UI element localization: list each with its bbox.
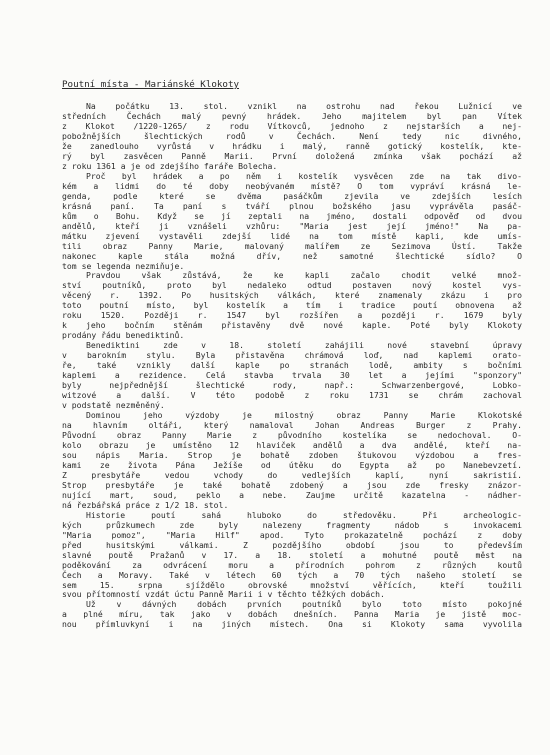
text-line: kých průzkumech zde byly nalezeny fragmenty nádob s invokacemi (62, 519, 522, 530)
text-line: tom se legenda nezmiňuje. (62, 260, 185, 271)
text-line: Benediktini zde v 18. století zahájili nové stavební úpravy (86, 340, 522, 351)
text-line: na hlavním oltáři, který namaloval Johan Andreas Burger z Prahy. (62, 420, 522, 430)
text-line: ství poutníků, proto byl nedaleko odtud postaven nový kostel vys- (62, 280, 522, 291)
text-line: slavné poutě Pražanů v 17. a 18. století a mohutné poutě měst na (62, 549, 522, 560)
text-line: rý byl zasvěcen Panně Marii. První doložená zmínka však pochází až (62, 150, 522, 161)
text-line: kům o Bohu. Když se jí zeptali na jméno, dostali odpověď od dvou (62, 210, 522, 221)
text-line: Pravdou však zůstává, že ke kapli začalo chodit velké množ- (86, 270, 522, 281)
text-line: nou přímluvkyní i na jiných místech. Ona si Klokoty sama vyvolila (62, 619, 522, 630)
text-line: z roku 1361 a je od zdejšího faráře Bolecha. (62, 160, 278, 171)
text-line: Proč byl hrádek a po něm i kostelík vysvěcen zde na tak divo- (86, 170, 522, 181)
text-line: z Klokot /1220-1265/ z rodu Vítkovců, jednoho z nejstarších a nej- (62, 120, 522, 131)
text-line: nakonec kaple stála možná dřív, než samotné šlechtické sídlo? O (62, 250, 522, 261)
text-line: witzové a další. V této podobě z roku 1731 se chrám zachoval (62, 390, 522, 401)
text-line: Strop presbytáře je také bohatě zdobený a jsou zde fresky znázor- (62, 479, 522, 490)
text-line: ná řezbářská práce z 1/2 18. stol. (62, 499, 229, 510)
text-line: poděkování za odvrácení moru a přírodních pohrom z různých koutů (62, 559, 522, 570)
text-line: před husitskými válkami. Z pozdějšího období jsou to především (62, 539, 522, 550)
text-line: středních Čechách malý pevný hrádek. Jeho majitelem byl pan Vítek (62, 110, 522, 121)
text-line: genda, podle které se dvěma pasáčkům zjevila ve zdejších lesích (62, 190, 522, 201)
text-line: kolo obrazu je umístěno 12 hlaviček andělů a dva andělé, kteří na- (62, 439, 522, 450)
text-line: sem 15. srpna sjíždělo obrovské množství věřících, kteří toužili (62, 579, 522, 590)
text-line: Původní obraz Panny Marie z původního kostelíka se nedochoval. O- (62, 429, 522, 440)
text-line: tili obraz Panny Marie, malovaný malířem ze Sezimova Ústí. Takže (62, 240, 522, 251)
text-line: mátku zjevení vystavěli zdejší lidé na tom místě kapli, kde umís- (62, 230, 522, 241)
text-line: sou nápis Maria. Strop je bohatě zdoben štukovou výzdobou a fres- (62, 449, 522, 460)
text-line: toto poutní místo, byl kostelík a tím i tradice poutí obnovena až (62, 300, 522, 311)
text-line: Dominou jeho výzdoby je milostný obraz Panny Marie Klokotské (86, 410, 522, 421)
text-line: Z presbytáře vedou vchody do vedlejších kaplí, nyní sakristií. (62, 469, 522, 480)
text-line: nující mart, soud, peklo a nebe. Zaujme určitě kazatelna - nádher- (62, 489, 522, 500)
text-line: "Maria pomoz", "Maria Hilf" apod. Tyto prokazatelně pochází z doby (62, 529, 522, 540)
document-body (62, 101, 522, 629)
text-line: krásná paní. Ta paní s tváří plnou božského jasu vyprávěla pasáč- (62, 200, 522, 211)
text-line: Čech a Moravy. Také v létech 60 tých a 70 tých našeho století se (62, 569, 522, 580)
text-line: věcený r. 1392. Po husitských válkách, které znamenaly zkázu i pro (62, 290, 522, 301)
text-line: v podstatě nezměněný. (62, 400, 165, 411)
text-line: kém a lidmi do té doby neobývaném místě? O tom vypráví krásná le- (62, 180, 522, 191)
text-line: pobožnějších šlechtických rodů v Čechách. Není tedy nic divného, (62, 130, 522, 141)
text-line: Historie poutí sahá hluboko do středověku. Při archeologic- (86, 509, 522, 520)
text-line: ře, také vznikly další kaple po stranách lodě, ambity s bočními (62, 360, 522, 371)
text-line: roku 1520. Později r. 1547 byl rozšířen a později r. 1679 byly (62, 310, 522, 321)
text-line: andělů, kteří ji vznášeli vzhůru: "Maria jest její jméno!" Na pa- (62, 220, 522, 231)
text-line: Už v dávných dobách prvních poutníků bylo toto místo pokojné (86, 599, 522, 610)
text-line: svou přítomností vzdát úctu Panně Marii i v těchto těžkých dobách. (62, 589, 385, 600)
page-title: Poutní místa - Mariánské Klokoty (62, 79, 240, 90)
text-line: kaplemi a rezidence. Celá stavba trvala 30 let a jejími "sponzory" (62, 370, 522, 381)
text-line: k jeho bočním stěnám přistavěny dvě nové kaple. Poté byly Klokoty (62, 320, 522, 331)
text-line: že zanedlouho vyrůstá v hrádku i malý, ranně gotický kostelík, kte- (62, 140, 522, 151)
text-line: prodány řádu benediktinů. (62, 330, 185, 341)
text-line: byly nejpřednější šlechtické rody, např.: Schwarzenbergové, Lobko- (62, 380, 522, 391)
text-line: kami ze života Pána Ježíše od útěku do Egypta až po Nanebevzetí. (62, 459, 522, 470)
text-line: v barokním stylu. Byla přistavěna chrámová loď, nad kaplemi orato- (62, 350, 522, 361)
text-line: a plné míru, tak jako v dobách dnešních. Panna Maria je jistě moc- (62, 609, 522, 620)
text-line: Na počátku 13. stol. vznikl na ostrohu nad řekou Lužnicí ve (86, 101, 522, 111)
